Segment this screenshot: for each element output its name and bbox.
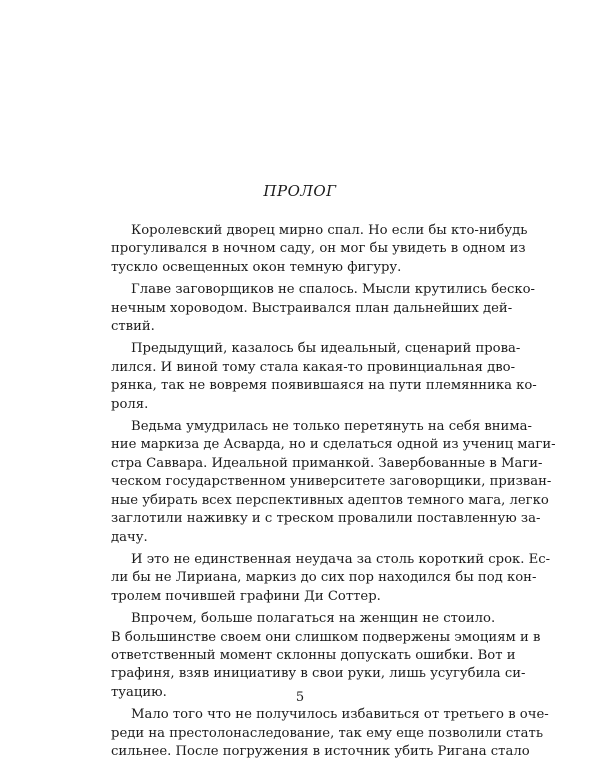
text-line: Главе заговорщиков не спалось. Мысли крутились беско- bbox=[131, 282, 536, 298]
paragraph bbox=[111, 340, 537, 414]
text-line: тролем почившей графини Ди Соттер. bbox=[111, 588, 381, 604]
text-line: заглотили наживку и с треском провалили поставленную за- bbox=[111, 511, 541, 527]
paragraph bbox=[111, 418, 556, 547]
chapter-text bbox=[111, 222, 556, 765]
text-line: И это не единственная неудача за столь короткий срок. Ес- bbox=[131, 551, 551, 567]
paragraph bbox=[111, 222, 528, 277]
text-line: ные убирать всех перспективных адептов темного мага, легко bbox=[111, 492, 549, 508]
text-line: туацию. bbox=[111, 684, 167, 700]
text-line: ответственный момент склонны допускать ошибки. Вот и bbox=[111, 647, 516, 663]
text-line: реди на престолонаследование, так ему еще позволили стать bbox=[111, 725, 543, 741]
paragraph bbox=[111, 610, 541, 702]
text-line: стра Саввара. Идеальной приманкой. Завербованные в Маги- bbox=[111, 455, 543, 471]
text-line: ческом государственном университете заговорщики, призван- bbox=[111, 474, 552, 490]
text-line: Впрочем, больше полагаться на женщин не стоило. bbox=[131, 611, 496, 627]
text-line: нечным хороводом. Выстраивался план дальнейших дей- bbox=[111, 300, 513, 316]
text-line: Ведьма умудрилась не только перетянуть на себя внима- bbox=[131, 419, 532, 435]
text-line: графиня, взяв инициативу в свои руки, лишь усугубила си- bbox=[111, 666, 526, 682]
text-line: Королевский дворец мирно спал. Но если бы кто-нибудь bbox=[131, 223, 528, 238]
page-number: 5 bbox=[295, 690, 305, 705]
text-line: сильнее. После погружения в источник убить Ригана стало bbox=[111, 743, 530, 759]
text-line: тускло освещенных окон темную фигуру. bbox=[111, 259, 402, 275]
text-line: дачу. bbox=[111, 529, 148, 545]
text-line: Предыдущий, казалось бы идеальный, сценарий прова- bbox=[131, 341, 521, 357]
text-line: прогуливался в ночном саду, он мог бы увидеть в одном из bbox=[111, 241, 526, 257]
text-line: В большинстве своем они слишком подвержены эмоциям и в bbox=[111, 629, 541, 645]
text-line: ствий. bbox=[111, 319, 155, 335]
text-line: ли бы не Лириана, маркиз до сих пор находился бы под кон- bbox=[111, 570, 537, 586]
text-line: лился. И виной тому стала какая-то провинциальная дво- bbox=[111, 359, 516, 375]
text-line: роля. bbox=[111, 396, 149, 412]
paragraph bbox=[111, 551, 551, 606]
chapter-title: ПРОЛОГ bbox=[263, 182, 337, 200]
text-line: рянка, так не вовремя появившаяся на пути племянника ко- bbox=[111, 378, 537, 394]
paragraph bbox=[111, 281, 536, 336]
text-line: Мало того что не получилось избавиться от третьего в оче- bbox=[131, 707, 549, 723]
text-line: ние маркиза де Асварда, но и сделаться одной из учениц маги- bbox=[111, 437, 556, 453]
paragraph bbox=[111, 706, 549, 761]
